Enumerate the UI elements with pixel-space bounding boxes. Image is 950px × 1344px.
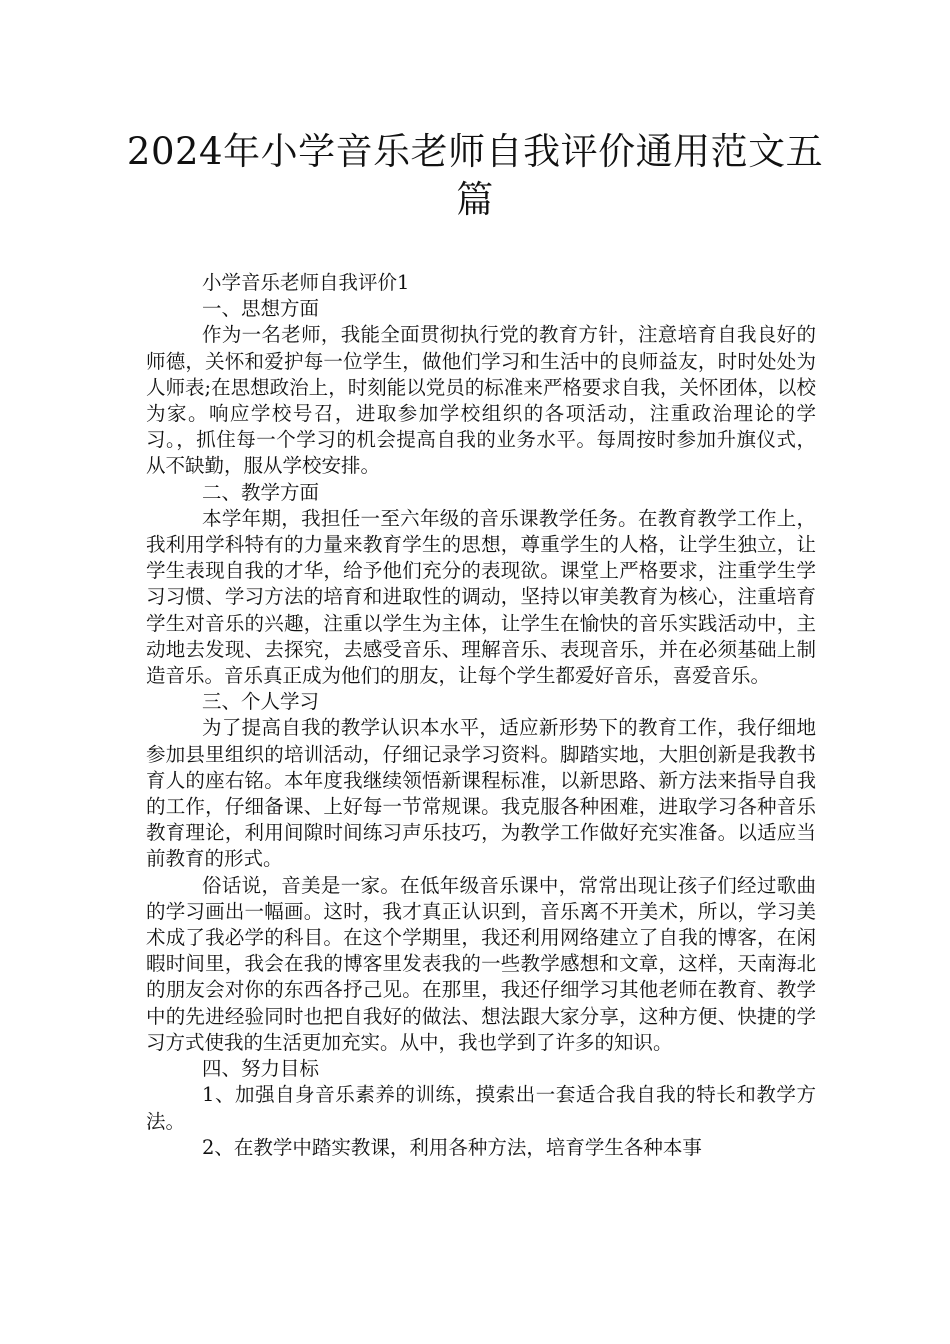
goal-item-1: 1、加强自身音乐素养的训练，摸索出一套适合我自我的特长和教学方法。 <box>146 1083 816 1133</box>
paragraph-ideology: 作为一名老师，我能全面贯彻执行党的教育方针，注意培育自我良好的师德，关怀和爱护每一位学生，做他们学习和生活中的良师益友，时时处处为人师表;在思想政治上，时刻能以党员的标准来严格要求自我，关怀团体，以校为家。响应学校号召，进取参加学校组织的各项活动，注重政治理论的学习。，抓住每一个学习的机会提高自我的业务水平。每周按时参加升旗仪式，从不缺勤，服从学校安排。 <box>146 323 816 478</box>
section-heading-goals: 四、努力目标 <box>202 1057 320 1081</box>
goal-item-2: 2、在教学中踏实教课，利用各种方法，培育学生各种本事 <box>202 1135 702 1159</box>
section-heading-personal-study: 三、个人学习 <box>202 690 320 714</box>
document-title: 2024年小学音乐老师自我评价通用范文五篇 <box>126 130 824 221</box>
paragraph-teaching: 本学年期，我担任一至六年级的音乐课教学任务。在教育教学工作上，我利用学科特有的力量来教育学生的思想，尊重学生的人格，让学生独立，让学生表现自我的才华，给予他们充分的表现欲。课堂上严格要求，注重学生学习习惯、学习方法的培育和进取性的调动，坚持以审美教育为核心，注重培育学生对音乐的兴趣，注重以学生为主体，让学生在愉快的音乐实践活动中，主动地去发现、去探究，去感受音乐、理解音乐、表现音乐，并在必须基础上制造音乐。音乐真正成为他们的朋友，让每个学生都爱好音乐，喜爱音乐。 <box>146 506 816 688</box>
paragraph-music-and-art: 俗话说，音美是一家。在低年级音乐课中，常常出现让孩子们经过歌曲的学习画出一幅画。这时，我才真正认识到，音乐离不开美术，所以，学习美术成了我必学的科目。在这个学期里，我还利用网络建立了自我的博客，在闲暇时间里，我会在我的博客里发表我的一些教学感想和文章，这样，天南海北的朋友会对你的东西各抒己见。在那里，我还仔细学习其他老师在教育、教学中的先进经验同时也把自我好的做法、想法跟大家分享，这种方便、快捷的学习方式使我的生活更加充实。从中，我也学到了许多的知识。 <box>146 873 816 1054</box>
section-heading-ideology: 一、思想方面 <box>202 297 320 321</box>
section-heading-evaluation-1: 小学音乐老师自我评价1 <box>202 271 410 294</box>
document-body <box>146 270 816 1161</box>
section-heading-teaching: 二、教学方面 <box>202 480 320 504</box>
paragraph-personal-study: 为了提高自我的教学认识本水平，适应新形势下的教育工作，我仔细地参加县里组织的培训活动，仔细记录学习资料。脚踏实地，大胆创新是我教书育人的座右铭。本年度我继续领悟新课程标准，以新思路、新方法来指导自我的工作，仔细备课、上好每一节常规课。我克服各种困难，进取学习各种音乐教育理论，利用间隙时间练习声乐技巧，为教学工作做好充实准备。以适应当前教育的形式。 <box>146 716 816 871</box>
